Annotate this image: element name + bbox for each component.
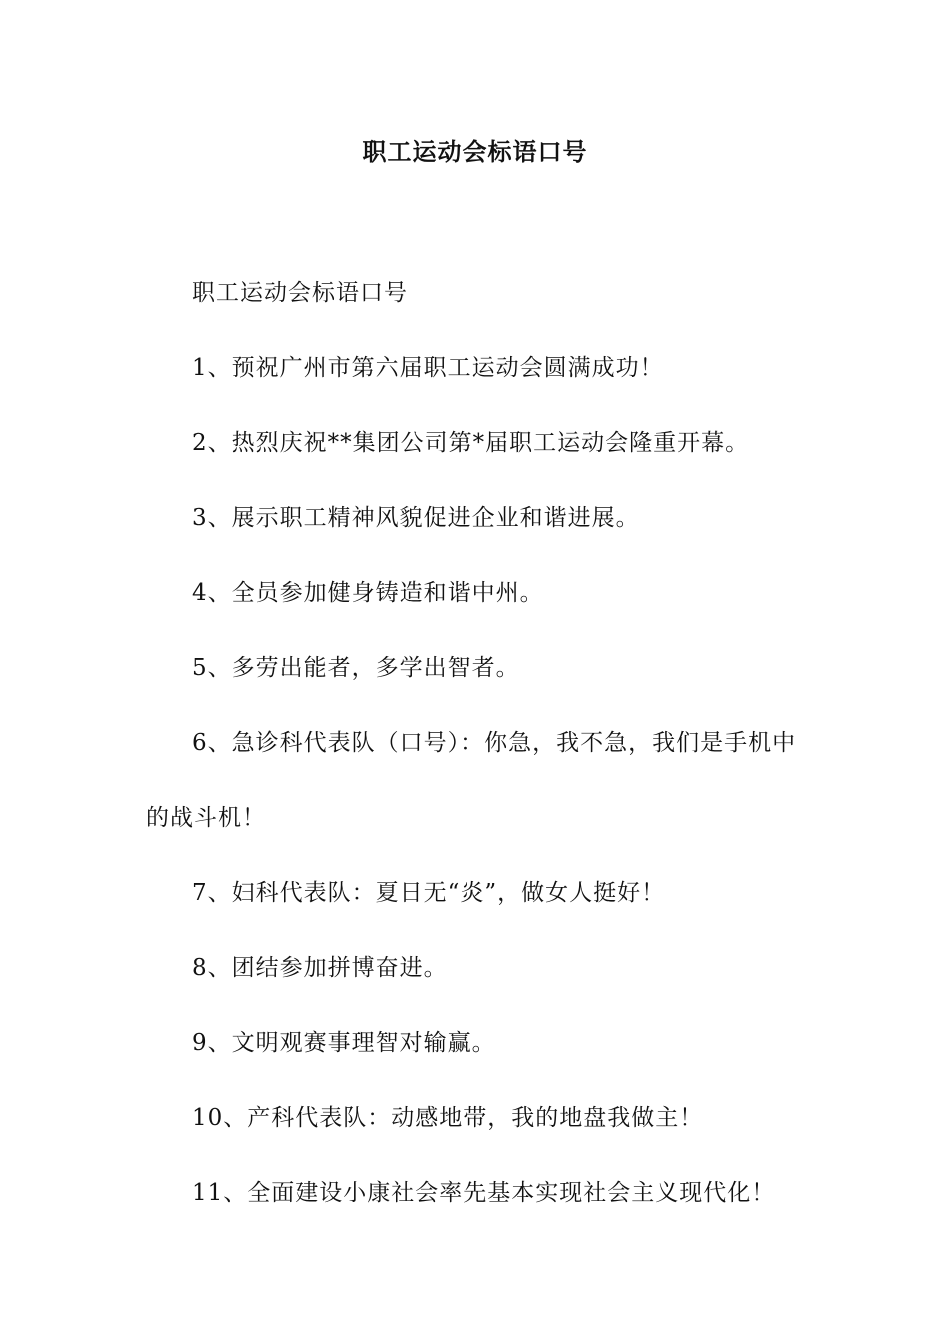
slogan-item: 11、全面建设小康社会率先基本实现社会主义现代化！: [192, 1180, 776, 1206]
document-title: 职工运动会标语口号: [362, 137, 588, 166]
slogan-item: 8、团结参加拼博奋进。: [192, 955, 448, 981]
slogan-item: 7、妇科代表队：夏日无“炎”，做女人挺好！: [192, 880, 666, 906]
slogan-item: 9、文明观赛事理智对输赢。: [192, 1030, 496, 1056]
paragraph-heading: 职工运动会标语口号: [192, 280, 408, 306]
slogan-item: 6、急诊科代表队（口号）：你急，我不急，我们是手机中的战斗机！: [146, 730, 797, 831]
slogan-item: 3、展示职工精神风貌促进企业和谐进展。: [192, 505, 640, 531]
slogan-item: 10、产科代表队：动感地带，我的地盘我做主！: [192, 1105, 704, 1131]
slogan-item: 1、预祝广州市第六届职工运动会圆满成功！: [192, 355, 664, 381]
slogan-item: 5、多劳出能者，多学出智者。: [192, 655, 520, 681]
slogan-item: 4、全员参加健身铸造和谐中州。: [192, 580, 544, 606]
document-body: [146, 256, 810, 1231]
slogan-item: 2、热烈庆祝**集团公司第*届职工运动会隆重开幕。: [192, 430, 750, 456]
